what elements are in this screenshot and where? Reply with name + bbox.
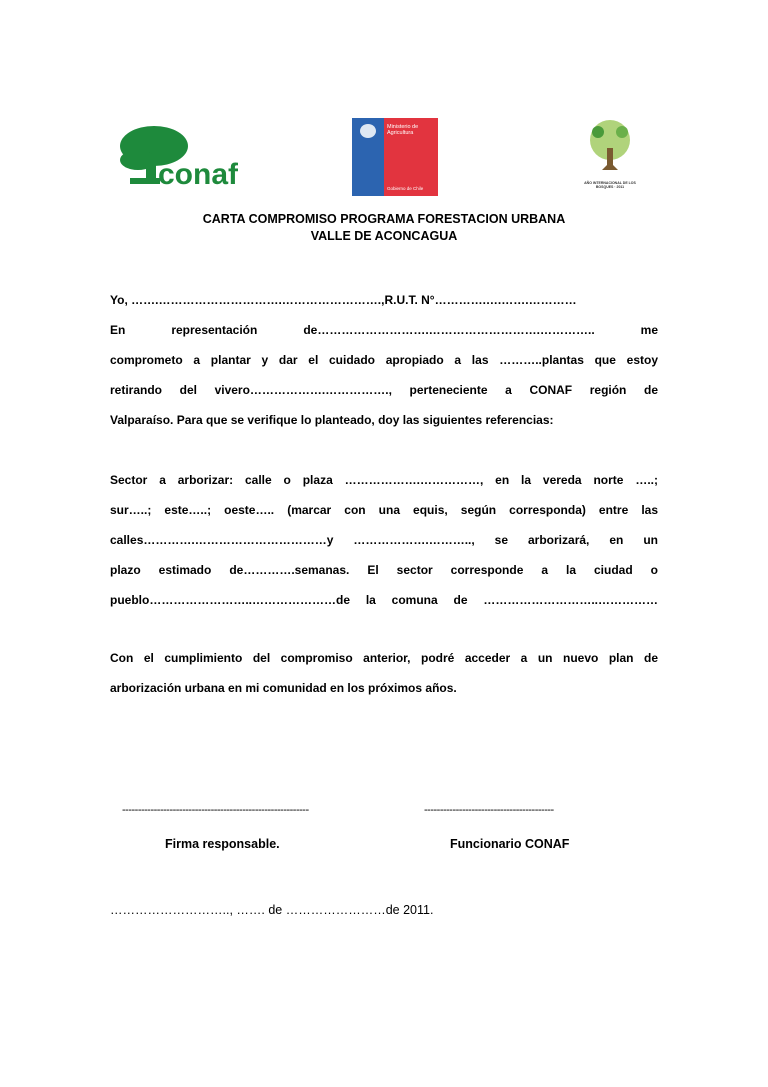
paragraph-line: Con el cumplimiento del compromiso anterior, podré acceder a un nuevo plan de — [110, 651, 658, 665]
conaf-logo — [116, 122, 238, 190]
title-line1: CARTA COMPROMISO PROGRAMA FORESTACION URBANA — [202, 212, 566, 226]
paragraph-line: Valparaíso. Para que se verifique lo planteado, doy las siguientes referencias: — [110, 413, 554, 427]
ministerio-line2: Agricultura — [387, 130, 414, 136]
svg-text:conaf: conaf — [158, 158, 238, 190]
gobierno-chile-label: Gobierno de Chile — [387, 186, 424, 191]
paragraph-line: pueblo……………………..…………………de la comuna de ………………………..…………… — [110, 593, 658, 607]
funcionario-conaf-label: Funcionario CONAF — [450, 837, 570, 851]
paragraph-line: En representación de……………………….……………………….………….. me — [110, 323, 658, 337]
paragraph-line: comprometo a plantar y dar el cuidado apropiado a las ………..plantas que estoy — [110, 353, 658, 367]
paragraph-line: Sector a arborizar: calle o plaza ……………….……………, en la vereda norte …..; — [110, 473, 658, 487]
paragraph-line: plazo estimado de………….semanas. El sector corresponde a la ciudad o — [110, 563, 658, 577]
bosques-label: AÑO INTERNACIONAL DE LOS BOSQUES · 2011 — [584, 181, 636, 189]
signature-line-responsable: ----------------------------------------------------------- — [122, 804, 309, 816]
ano-internacional-bosques-logo — [582, 118, 638, 188]
date-line: ……………………….., ……. de ……………………de 2011. — [110, 903, 434, 917]
paragraph-line: sur…..; este…..; oeste….. (marcar con una equis, según corresponda) entre las — [110, 503, 658, 517]
name-rut-field-line: Yo, …….………………………….…………………….,R.U.T. N°………….….…….………… — [110, 293, 577, 307]
signature-line-funcionario: ----------------------------------------- — [424, 804, 554, 816]
ministerio-line1: Ministerio de — [387, 124, 419, 130]
document-title — [110, 211, 658, 245]
paragraph-line: retirando del vivero……………….……………., perteneciente a CONAF región de — [110, 383, 658, 397]
paragraph-line: arborización urbana en mi comunidad en los próximos años. — [110, 681, 457, 695]
firma-responsable-label: Firma responsable. — [165, 837, 280, 851]
ministerio-agricultura-logo — [352, 118, 438, 196]
paragraph-line: calles………….……………………………y ……………….……….., se arborizará, en un — [110, 533, 658, 547]
coat-of-arms-icon — [360, 124, 376, 138]
title-line2: VALLE DE ACONCAGUA — [310, 229, 458, 243]
